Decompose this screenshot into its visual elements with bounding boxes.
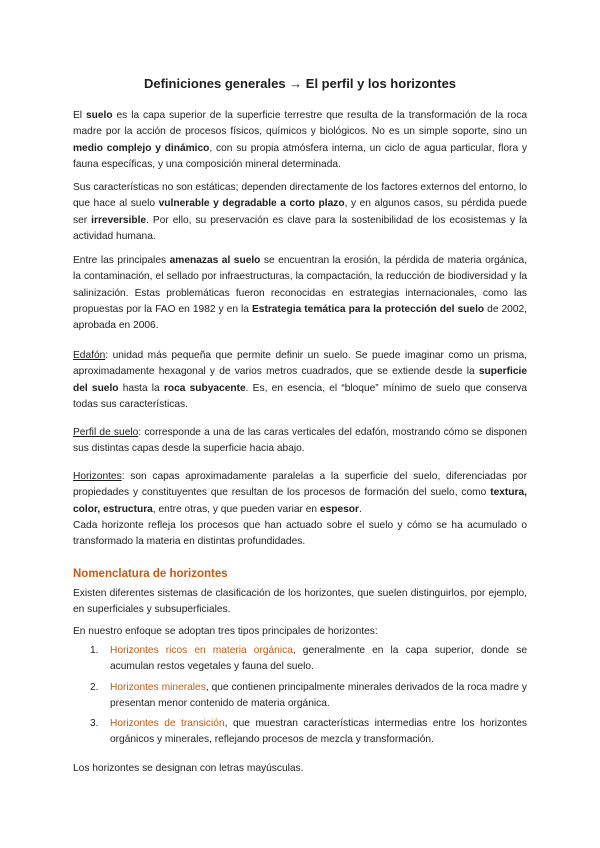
list-number: 2.: [90, 682, 99, 693]
paragraph-enfoque: En nuestro enfoque se adoptan tres tipos principales de horizontes:: [73, 626, 378, 637]
term-edafon: Edafón: [73, 350, 106, 361]
bold-text: Estrategia temática para la protección del suelo: [251, 303, 485, 315]
text: , que contienen principalmente minerales derivados de la roca madre y presentan menor contenido de materia orgánica.: [110, 682, 527, 710]
horizon-type-name: Horizontes de transición: [110, 718, 225, 729]
text: .: [358, 503, 362, 515]
text: . Por ello, su preservación es clave para la sostenibilidad de los ecosistemas y la actividad humana.: [73, 214, 528, 242]
bold-text: irreversible: [91, 214, 147, 226]
list-number: 1.: [90, 645, 99, 656]
text: , entre otras, y que pueden variar en: [152, 503, 320, 515]
paragraph-cada-horizonte: Cada horizonte refleja los procesos que han actuado sobre el suelo y cómo se ha acumulado o transformado la materia en distintas profundidades.: [73, 520, 527, 548]
text: , que muestran características intermedias entre los horizontes orgánicos y minerales, reflejando procesos de mezcla y transformación.: [110, 718, 527, 746]
paragraph-caracteristicas: [73, 180, 527, 245]
text: El: [73, 110, 86, 121]
text: : corresponde a una de las caras verticales del edafón, mostrando cómo se disponen sus distintas capas desde la superficie hacia abajo.: [73, 427, 527, 455]
paragraph-edafon: [73, 348, 527, 413]
text: : son capas aproximadamente paralelas a la superficie del suelo, diferenciadas por propiedades y constituyentes que resultan de los procesos de formación del suelo, como: [73, 471, 527, 499]
term-perfil: Perfil de suelo: [73, 427, 139, 438]
paragraph-perfil: [73, 425, 527, 458]
text: de 2002, aprobada en 2006.: [73, 303, 528, 332]
bold-text: amenazas al suelo: [169, 255, 261, 266]
text: se encuentran la erosión, la pérdida de materia orgánica, la contaminación, el sellado por infraestructuras, la compactación, la reducción de biodiversidad y la salinización. Estas problemáticas fueron reconocidas en estrategias internacionales, como las propuestas por la FAO en 1982 y en la: [73, 255, 527, 315]
term-horizontes: Horizontes: [73, 471, 122, 482]
paragraph-sistemas: Existen diferentes sistemas de clasificación de los horizontes, que suelen distinguirlos, por ejemplo, en superficiales y subsuperficiales.: [73, 588, 527, 616]
text: , generalmente en la capa superior, donde se acumulan restos vegetales y fauna del suelo.: [110, 645, 528, 673]
bold-text: espesor: [319, 503, 359, 515]
list-item-transicion: [90, 716, 527, 749]
text: : unidad más pequeña que permite definir un suelo. Se puede imaginar como un prisma, aproximadamente hexagonal y de varios metros cuadrados, que se extiende desde la: [73, 350, 527, 378]
bold-text: medio complejo y dinámico: [73, 142, 210, 154]
paragraph-horizontes: [73, 469, 527, 518]
horizon-type-name: Horizontes minerales: [110, 682, 206, 693]
paragraph-amenazas: [73, 253, 527, 334]
list-item-minerales: [90, 680, 527, 713]
paragraph-mayusculas: Los horizontes se designan con letras mayúsculas.: [73, 763, 304, 774]
horizon-type-name: Horizontes ricos en materia orgánica: [110, 645, 293, 656]
bold-text: suelo: [85, 110, 113, 121]
section-heading-nomenclatura: Nomenclatura de horizontes: [73, 568, 228, 580]
text: , con su propia atmósfera interna, un ciclo de agua particular, flora y fauna específicas, y una composición mineral determinada.: [73, 142, 527, 170]
list-item-organicos: [90, 643, 528, 676]
bold-text: roca subyacente: [163, 382, 246, 394]
text: hasta la: [118, 382, 164, 394]
text: Sus características no son estáticas; dependen directamente de los factores externos del entorno, lo que hace al suelo: [73, 182, 527, 210]
bold-text: superficie del suelo: [73, 366, 527, 394]
bold-text: vulnerable y degradable a corto plazo: [158, 198, 345, 210]
paragraph-suelo: [73, 108, 527, 173]
text: Entre las principales: [73, 255, 170, 266]
page-title: Definiciones generales → El perfil y los horizontes: [143, 76, 457, 91]
text: es la capa superior de la superficie terrestre que resulta de la transformación de la roca madre por la acción de procesos físicos, químicos y biológicos. No es un simple soporte, sino un: [73, 110, 527, 138]
bold-text: textura, color, estructura: [73, 487, 527, 515]
text: , y en algunos casos, su pérdida puede ser: [73, 198, 527, 226]
text: . Es, en esencia, el “bloque” mínimo de suelo que conserva todas sus características.: [73, 382, 528, 410]
list-number: 3.: [90, 718, 99, 729]
